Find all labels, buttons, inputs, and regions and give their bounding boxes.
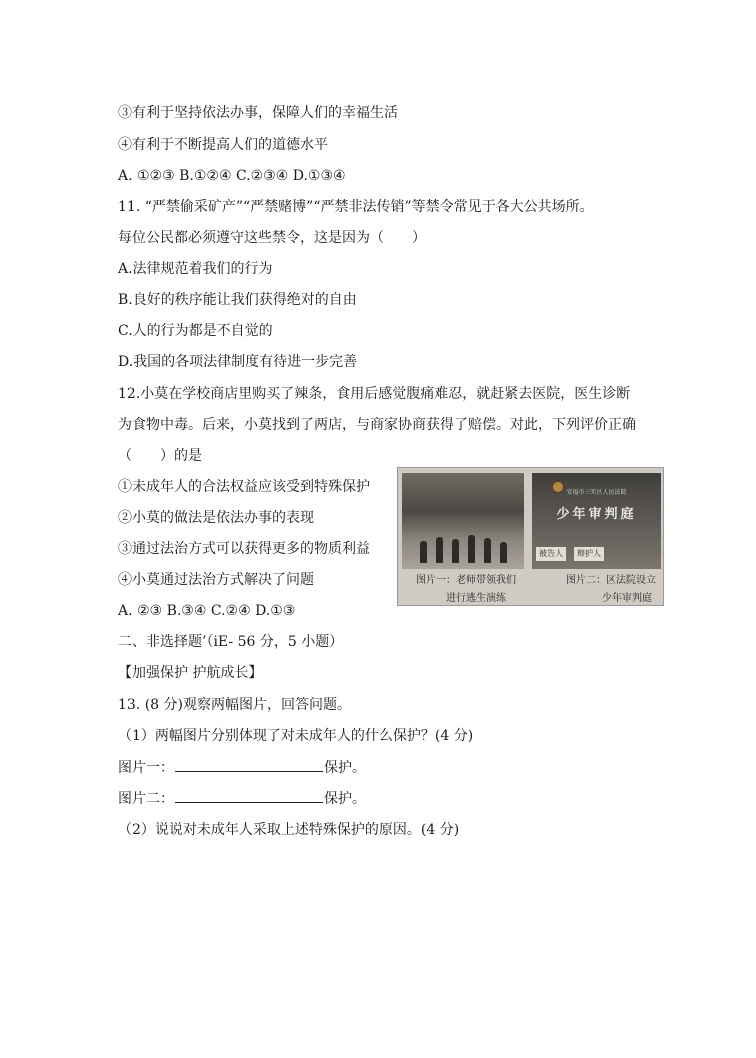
q11-stem-line2: 每位公民都必须遵守这些禁令，这是因为（ ）	[118, 230, 426, 246]
caption-picture2-line2: 少年审判庭	[602, 593, 652, 604]
answer-label-picture2: 图片二：	[118, 791, 174, 807]
q11-option-b: B.良好的秩序能让我们获得绝对的自由	[118, 292, 357, 308]
q12-stem-line3: （ ）的是	[118, 448, 202, 464]
q12-stem-line2: 为食物中毒。后来，小莫找到了两店，与商家协商获得了赔偿。对此，下列评价正确	[118, 417, 636, 433]
person-figure	[484, 538, 491, 563]
q13-stem: 13. (8 分)观察两幅图片，回答问题。	[118, 697, 351, 713]
person-figure	[452, 539, 459, 563]
answer-label-picture1: 图片一：	[118, 760, 174, 776]
q12-statement-4: ④小莫通过法治方式解决了问题	[118, 572, 314, 588]
answer-blank-picture2[interactable]	[175, 788, 323, 803]
defendant-sign: 被告人	[536, 547, 566, 561]
answer-suffix-picture2: 保护。	[324, 791, 366, 807]
caption-picture1-line1: 图片一：老师带领我们	[416, 575, 516, 586]
q10-choices: A. ①②③ B.①②④ C.②③④ D.①③④	[118, 168, 346, 184]
caption-picture2	[566, 572, 656, 608]
person-figure	[436, 537, 443, 563]
option-3-text: ③有利于坚持依法办事，保障人们的幸福生活	[118, 105, 398, 121]
subsection-heading: 【加强保护 护航成长】	[118, 665, 263, 681]
photo-juvenile-court	[532, 473, 661, 569]
answer-suffix-picture1: 保护。	[324, 760, 366, 776]
q11-option-a: A.法律规范着我们的行为	[118, 261, 273, 277]
caption-picture2-line1: 图片二：区法院设立	[566, 575, 656, 586]
q13-part1: （1）两幅图片分别体现了对未成年人的什么保护？(4 分)	[118, 728, 474, 744]
q13-part2: （2）说说对未成年人采取上述特殊保护的原因。(4 分)	[118, 822, 460, 838]
photo-evacuation-drill	[402, 473, 524, 569]
caption-picture1-line2: 进行逃生演练	[446, 593, 506, 604]
answer-blank-picture1[interactable]	[175, 757, 323, 772]
figure-panel	[397, 467, 664, 606]
caption-picture1	[416, 572, 516, 608]
person-figure	[468, 535, 475, 563]
section-heading: 二、非选择题’（iE- 56 分，5 小题）	[118, 634, 344, 650]
q12-stem-line1: 12.小莫在学校商店里购买了辣条，食用后感觉腹痛难忍，就赶紧去医院，医生诊断	[118, 386, 631, 402]
q11-option-c: C.人的行为都是不自觉的	[118, 323, 273, 339]
defender-sign: 辩护人	[574, 547, 604, 561]
q11-stem-line1: 11. “严禁偷采矿产”“严禁赌博”“严禁非法传销”等禁令常见于各大公共场所。	[118, 199, 594, 215]
q12-statement-3: ③通过法治方式可以获得更多的物质利益	[118, 541, 370, 557]
person-figure	[500, 542, 507, 563]
q12-statement-1: ①未成年人的合法权益应该受到特殊保护	[118, 479, 370, 495]
answer-line-picture1	[118, 757, 366, 778]
court-banner: 安福市三实区人民法院	[566, 489, 627, 496]
person-figure	[420, 541, 427, 563]
option-4-text: ④有利于不断提高人们的道德水平	[118, 137, 328, 153]
court-title: 少年审判庭	[556, 507, 637, 522]
q11-option-d: D.我国的各项法律制度有待进一步完善	[118, 354, 358, 370]
q12-statement-2: ②小莫的做法是依法办事的表现	[118, 510, 314, 526]
answer-line-picture2	[118, 788, 366, 809]
q12-choices: A. ②③ B.③④ C.②④ D.①③	[118, 603, 296, 619]
